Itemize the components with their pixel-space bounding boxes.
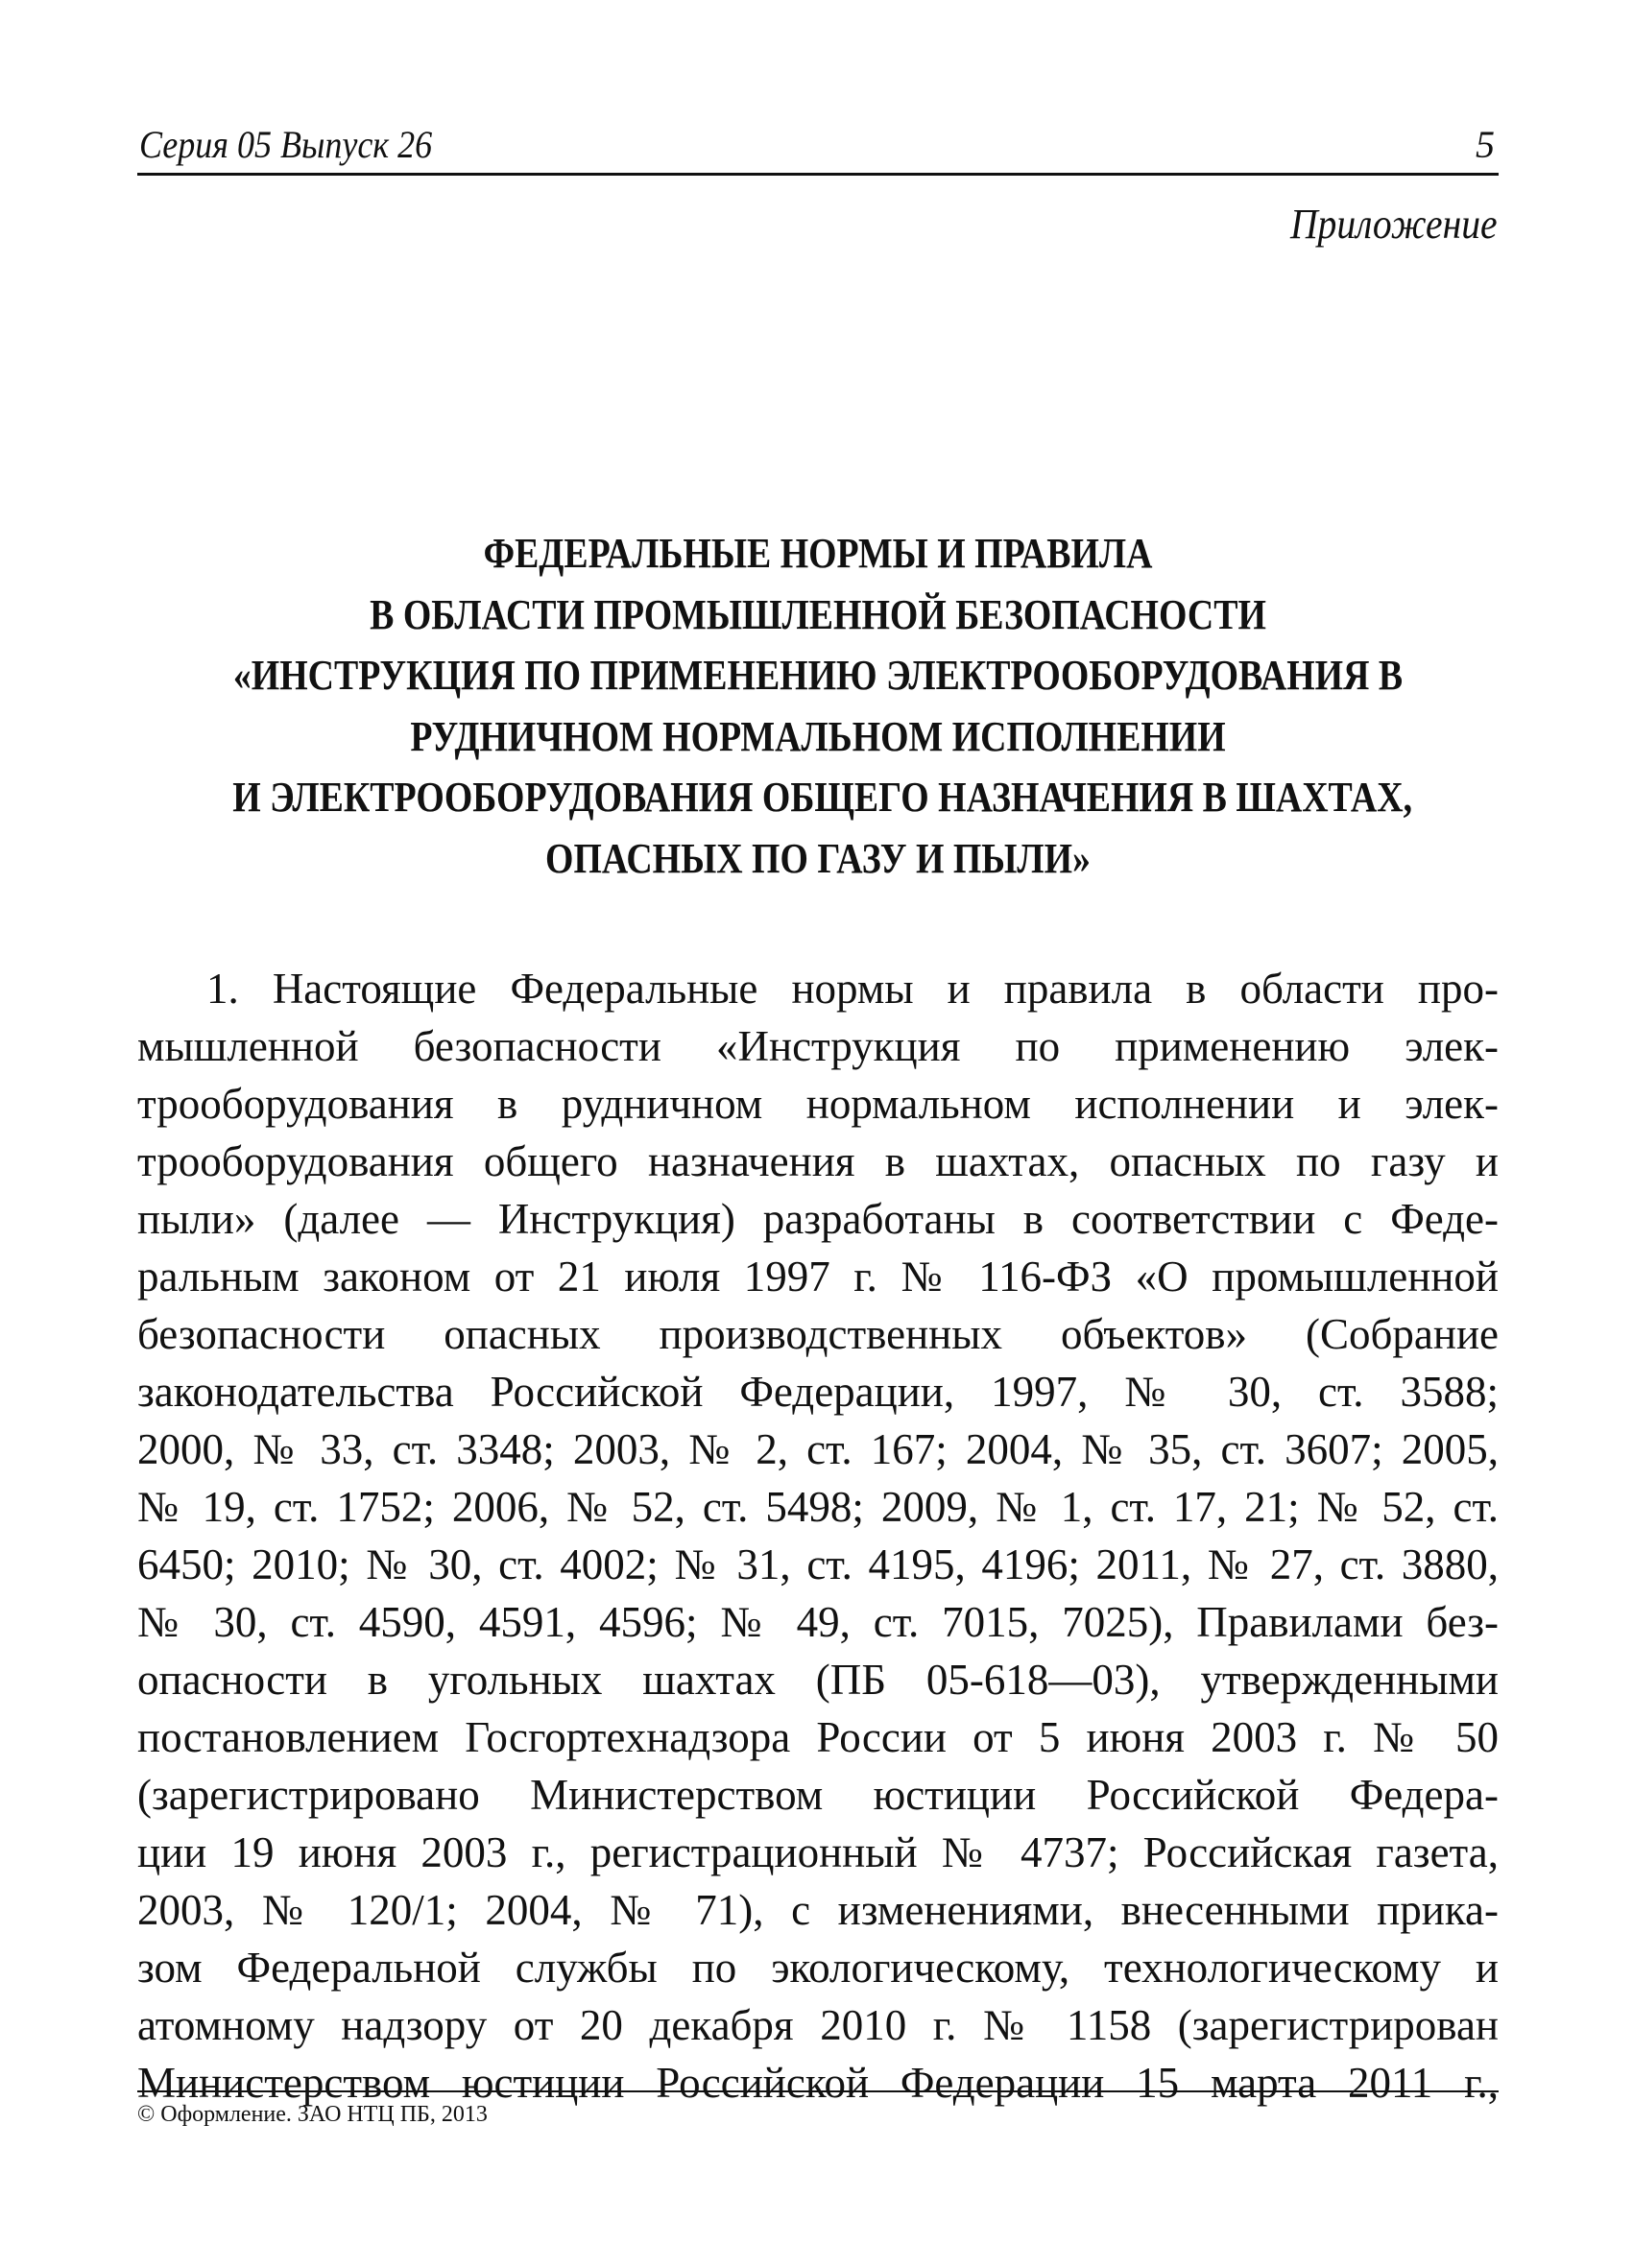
title-line: И ЭЛЕКТРООБОРУДОВАНИЯ ОБЩЕГО НАЗНАЧЕНИЯ В ШАХТАХ, [232, 774, 1413, 821]
body-line: № 19, ст. 1752; 2006, № 52, ст. 5498; 2009, № 1, ст. 17, 21; № 52, ст. [137, 1483, 1499, 1531]
body-line: 2000, № 33, ст. 3348; 2003, № 2, ст. 167; 2004, № 35, ст. 3607; 2005, [137, 1425, 1499, 1473]
title-line: «ИНСТРУКЦИЯ ПО ПРИМЕНЕНИЮ ЭЛЕКТРООБОРУДОВАНИЯ В [232, 652, 1404, 699]
body-line: безопасности опасных производственных объектов» (Собрание [137, 1310, 1499, 1358]
title-line: ОПАСНЫХ ПО ГАЗУ И ПЫЛИ» [545, 834, 1091, 882]
title-line: ФЕДЕРАЛЬНЫЕ НОРМЫ И ПРАВИЛА [483, 530, 1153, 577]
document-title [137, 523, 1499, 889]
body-line: ральным законом от 21 июля 1997 г. № 116-ФЗ «О промышленной [137, 1253, 1499, 1301]
body-line: законодательства Российской Федерации, 1997, № 30, ст. 3588; [137, 1368, 1499, 1416]
body-line: мышленной безопасности «Инструкция по применению элек- [137, 1022, 1499, 1070]
body-line: Министерством юстиции Российской Федерации 15 марта 2011 г., [137, 2059, 1499, 2107]
body-line: трооборудования в рудничном нормальном исполнении и элек- [137, 1080, 1499, 1128]
body-line: 1. Настоящие Федеральные нормы и правила в области про- [206, 965, 1499, 1013]
body-line: опасности в угольных шахтах (ПБ 05-618—03), утвержденными [137, 1656, 1499, 1704]
body-line: атомному надзору от 20 декабря 2010 г. № 1158 (зарегистрирован [137, 2001, 1499, 2049]
body-line: трооборудования общего назначения в шахтах, опасных по газу и [137, 1137, 1499, 1185]
series-label: Серия 05 Выпуск 26 [139, 123, 433, 166]
running-header [137, 123, 1499, 176]
body-line: постановлением Госгортехнадзора России от 5 июня 2003 г. № 50 [137, 1713, 1499, 1761]
page-number: 5 [1476, 123, 1495, 166]
footer-copyright: © Оформление. ЗАО НТЦ ПБ, 2013 [137, 2090, 1499, 2128]
body-line: 2003, № 120/1; 2004, № 71), с изменениями, внесенными прика- [137, 1886, 1499, 1934]
body-line: (зарегистрировано Министерством юстиции Российской Федера- [137, 1771, 1499, 1819]
body-line: 6450; 2010; № 30, ст. 4002; № 31, ст. 4195, 4196; 2011, № 27, ст. 3880, [137, 1540, 1499, 1588]
body-line: зом Федеральной службы по экологическому, технологическому и [137, 1944, 1499, 1992]
body-line: № 30, ст. 4590, 4591, 4596; № 49, ст. 7015, 7025), Правилами без- [137, 1598, 1499, 1646]
title-line: В ОБЛАСТИ ПРОМЫШЛЕННОЙ БЕЗОПАСНОСТИ [370, 590, 1266, 638]
title-line: РУДНИЧНОМ НОРМАЛЬНОМ ИСПОЛНЕНИИ [410, 712, 1226, 760]
body-line: ции 19 июня 2003 г., регистрационный № 4737; Российская газета, [137, 1828, 1499, 1876]
appendix-label: Приложение [1290, 201, 1498, 248]
body-paragraph [137, 960, 1499, 2112]
body-line: пыли» (далее — Инструкция) разработаны в соответствии с Феде- [137, 1195, 1499, 1243]
